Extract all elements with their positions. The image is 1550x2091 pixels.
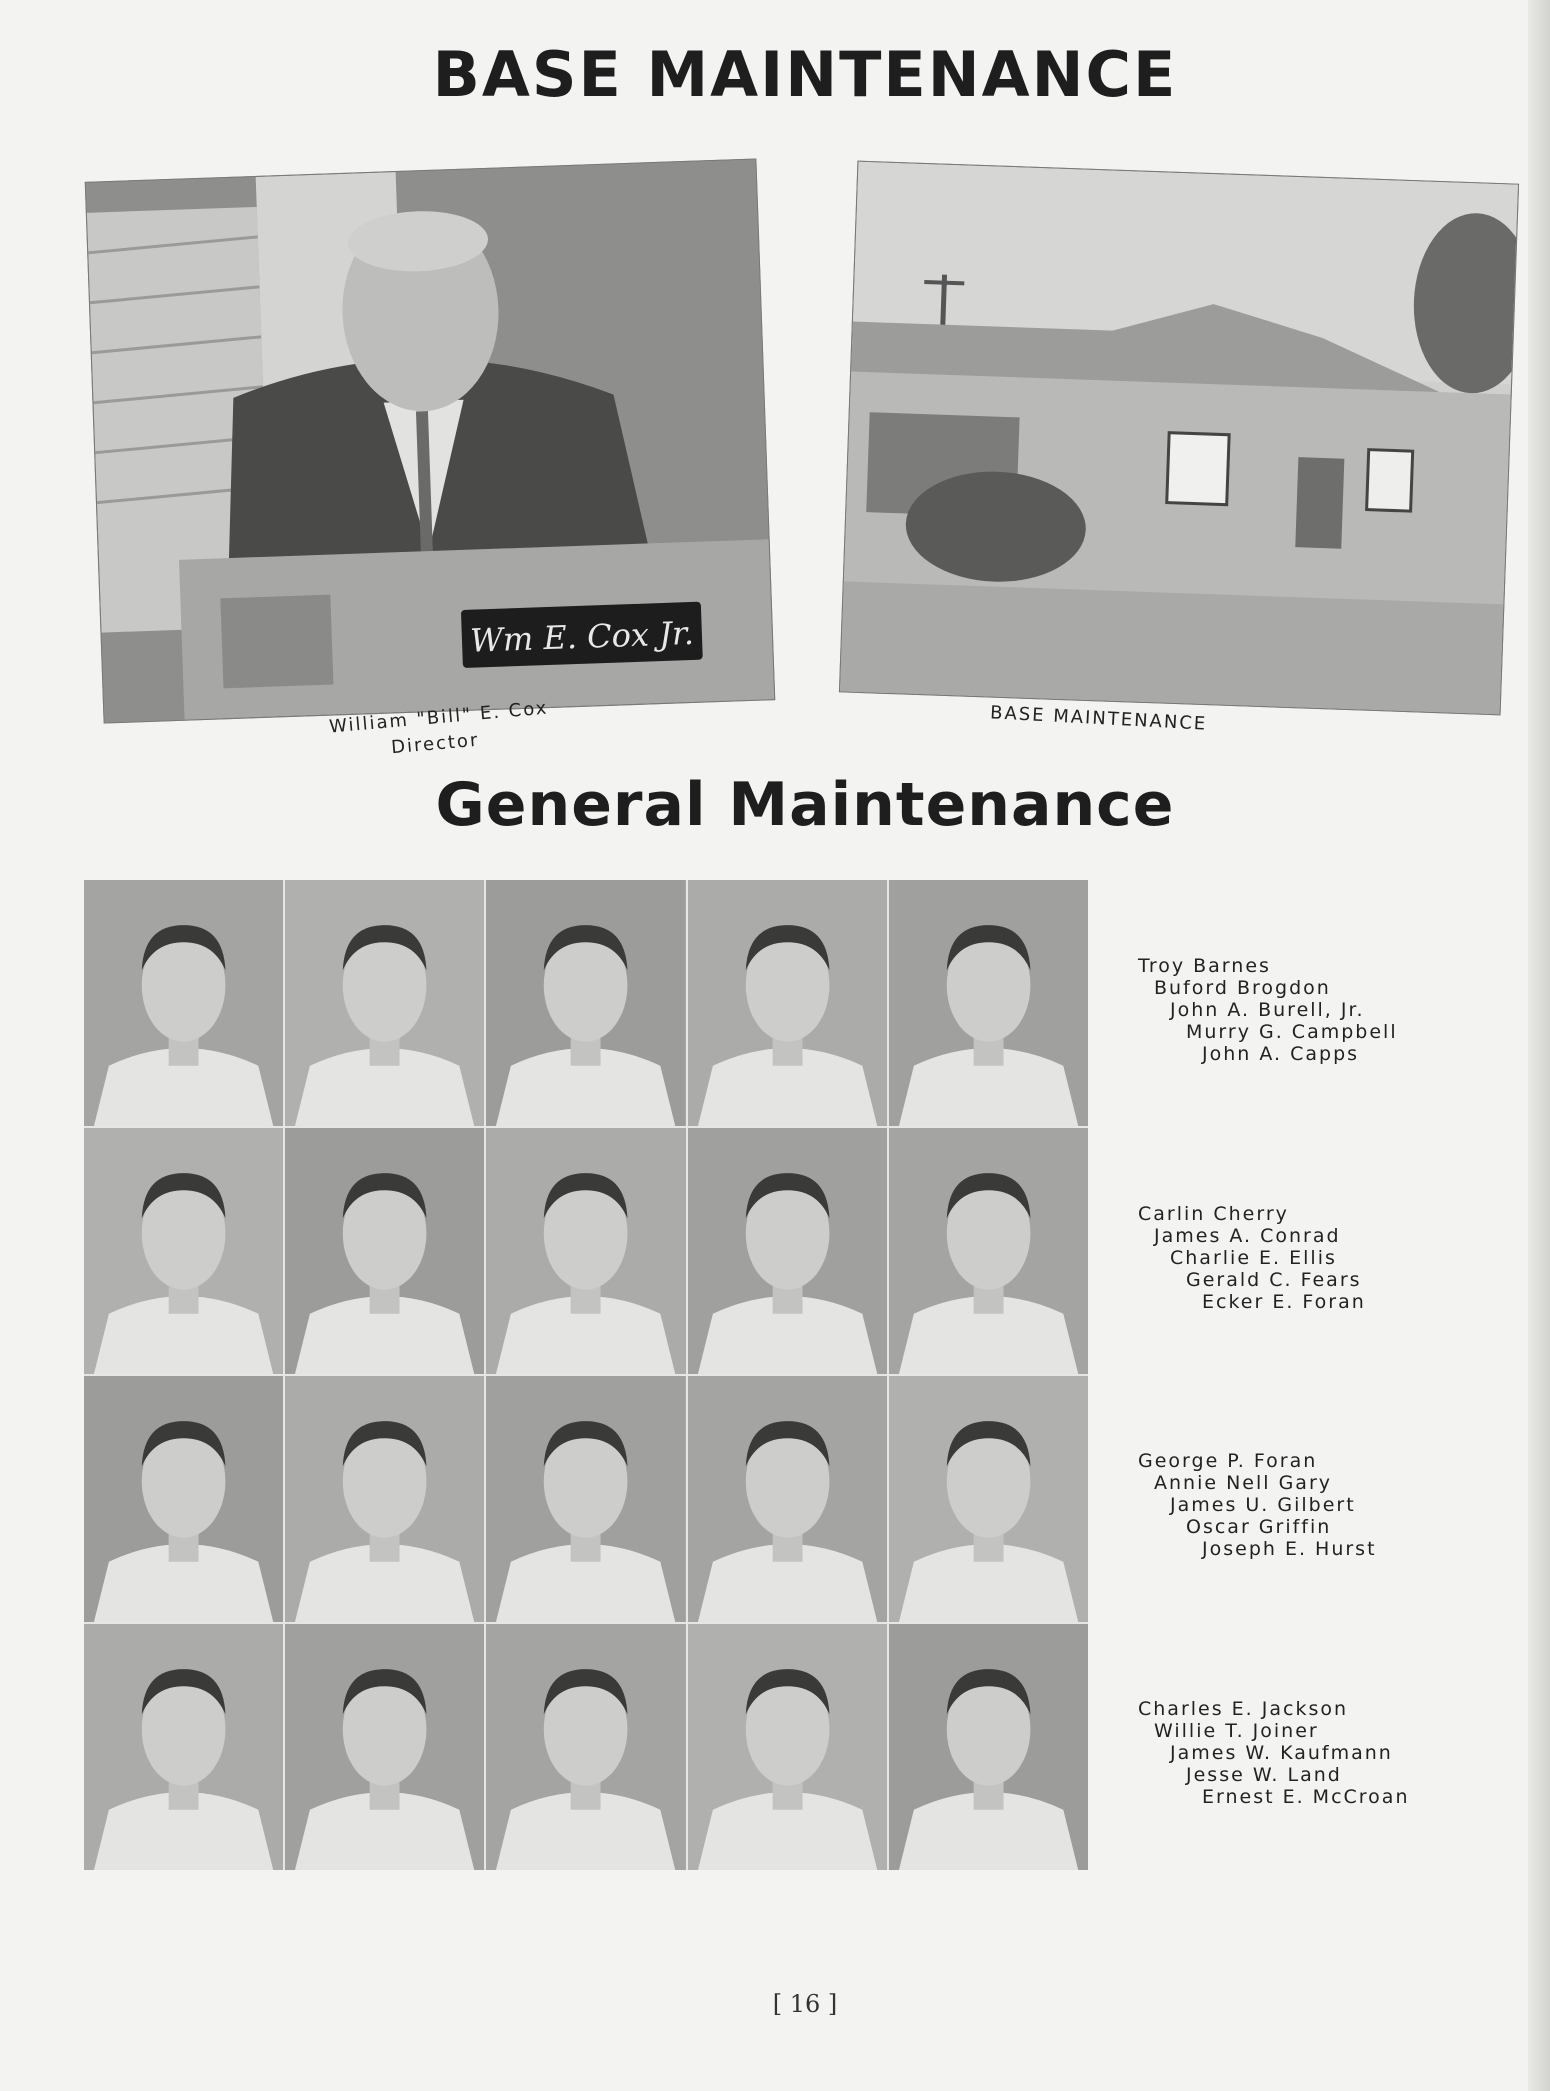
staff-portrait — [285, 1128, 484, 1374]
staff-portrait — [285, 1376, 484, 1622]
staff-name: Charles E. Jackson — [1138, 1698, 1349, 1720]
staff-name: Joseph E. Hurst — [1202, 1538, 1377, 1560]
staff-portrait — [84, 880, 283, 1126]
staff-name: Willie T. Joiner — [1154, 1720, 1319, 1742]
staff-name: Murry G. Campbell — [1186, 1021, 1398, 1043]
building-caption: BASE MAINTENANCE — [989, 702, 1208, 735]
page-number: [ 16 ] — [772, 1990, 838, 2018]
staff-portrait — [285, 880, 484, 1126]
staff-portrait — [285, 1624, 484, 1870]
staff-name: James A. Conrad — [1154, 1225, 1341, 1247]
director-caption-name: William "Bill" E. Cox — [328, 697, 550, 738]
staff-name: James W. Kaufmann — [1170, 1742, 1393, 1764]
staff-name: John A. Burell, Jr. — [1170, 999, 1365, 1021]
staff-portrait — [486, 1624, 685, 1870]
name-list-row-1 — [1138, 955, 1398, 1065]
staff-name: Charlie E. Ellis — [1170, 1247, 1337, 1269]
staff-portrait — [486, 1128, 685, 1374]
portrait-grid — [84, 880, 1088, 1870]
staff-name: James U. Gilbert — [1170, 1494, 1356, 1516]
staff-portrait — [486, 880, 685, 1126]
page-title: BASE MAINTENANCE — [432, 38, 1178, 111]
director-caption-title: Director — [390, 729, 481, 759]
staff-portrait — [688, 1376, 887, 1622]
staff-name: Buford Brogdon — [1154, 977, 1331, 999]
staff-portrait — [688, 1624, 887, 1870]
staff-portrait — [84, 1624, 283, 1870]
staff-name: Carlin Cherry — [1138, 1203, 1289, 1225]
staff-portrait — [84, 1128, 283, 1374]
name-list-row-2 — [1138, 1203, 1366, 1313]
staff-name: Troy Barnes — [1138, 955, 1271, 977]
director-photo — [85, 158, 776, 723]
staff-portrait — [889, 880, 1088, 1126]
staff-name: Jesse W. Land — [1186, 1764, 1342, 1786]
staff-name: John A. Capps — [1202, 1043, 1360, 1065]
name-list-row-3 — [1138, 1450, 1377, 1560]
name-list-row-4 — [1138, 1698, 1410, 1808]
staff-name: Gerald C. Fears — [1186, 1269, 1362, 1291]
staff-portrait — [688, 880, 887, 1126]
staff-name: Ernest E. McCroan — [1202, 1786, 1410, 1808]
staff-name: Ecker E. Foran — [1202, 1291, 1366, 1313]
staff-name: George P. Foran — [1138, 1450, 1318, 1472]
director-nameplate: Wm E. Cox Jr. — [469, 613, 695, 660]
staff-portrait — [889, 1624, 1088, 1870]
staff-name: Oscar Griffin — [1186, 1516, 1332, 1538]
section-subtitle: General Maintenance — [435, 770, 1175, 840]
staff-portrait — [889, 1128, 1088, 1374]
staff-portrait — [84, 1376, 283, 1622]
page-edge-shadow — [1528, 0, 1550, 2091]
building-photo — [839, 161, 1519, 716]
staff-portrait — [889, 1376, 1088, 1622]
staff-name: Annie Nell Gary — [1154, 1472, 1333, 1494]
staff-portrait — [688, 1128, 887, 1374]
staff-portrait — [486, 1376, 685, 1622]
